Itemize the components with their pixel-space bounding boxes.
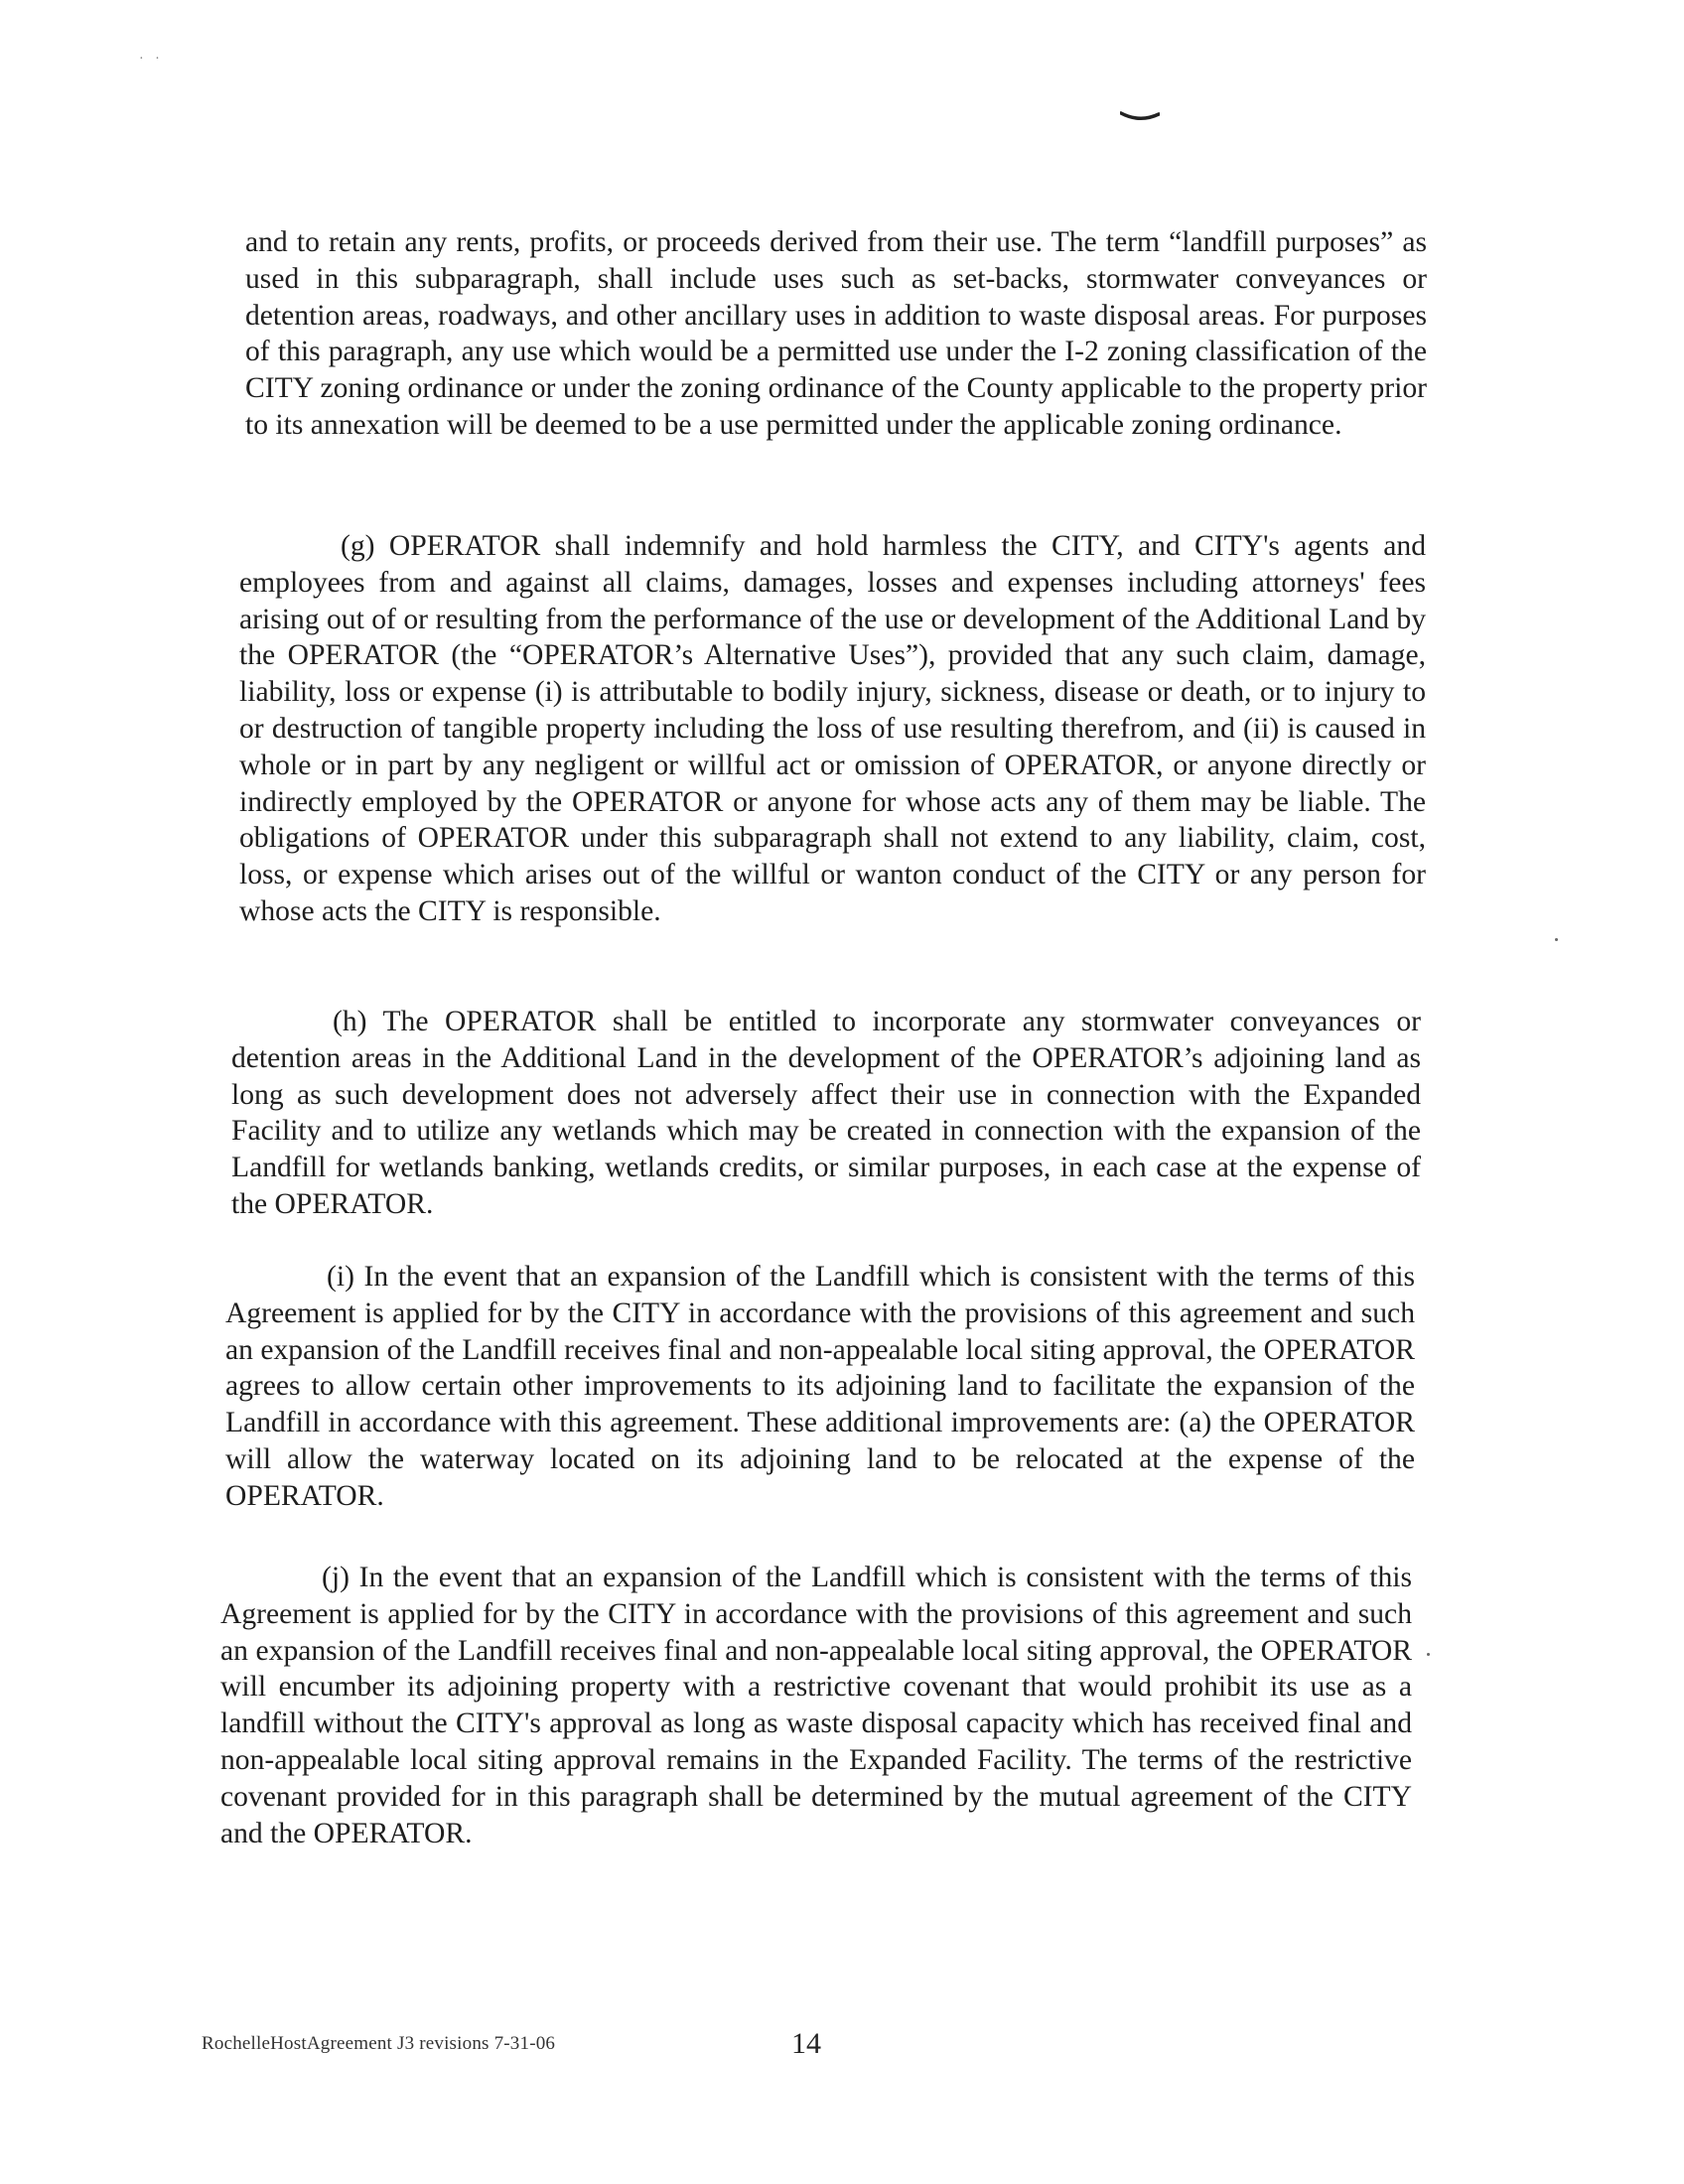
scan-speck <box>1555 938 1558 941</box>
scan-speck <box>1427 1653 1430 1656</box>
paragraph-h: (h) The OPERATOR shall be entitled to incorporate any stormwater conveyances or detention areas in the Additional Land in the development of the OPERATOR’s adjoining land as long as such development does not adversely affect their use in connection with the Expanded Facility and to utilize any wetlands which may be created in connection with the expansion of the Landfill for wetlands banking, wetlands credits, or similar purposes, in each case at the expense of the OPERATOR. <box>231 1006 1421 1220</box>
page-number: 14 <box>791 2027 821 2060</box>
footer-filename: RochelleHostAgreement J3 revisions 7-31-06 <box>202 2033 556 2054</box>
paragraph-g: (g) OPERATOR shall indemnify and hold harmless the CITY, and CITY's agents and employees from and against all claims, damages, losses and expenses including attorneys' fees arising out of or resulting from the performance of the use or development of the Additional Land by the OPERATOR (the “OPERATOR’s Alternative Uses”), provided that any such claim, damage, liability, loss or expense (i) is attributable to bodily injury, sickness, disease or death, or to injury to or destruction of tangible property including the loss of use resulting therefrom, and (ii) is caused in whole or in part by any negligent or willful act or omission of OPERATOR, or anyone directly or indirectly employed by the OPERATOR or anyone for whose acts any of them may be liable. The obligations of OPERATOR under this subparagraph shall not extend to any liability, claim, cost, loss, or expense which arises out of the willful or wanton conduct of the CITY or any person for whose acts the CITY is responsible. <box>239 530 1426 927</box>
paragraph-j: (j) In the event that an expansion of the Landfill which is consistent with the terms of this Agreement is applied for by the CITY in accordance with the provisions of this agreement and such an expansion of the Landfill receives final and non-appealable local siting approval, the OPERATOR will encumber its adjoining property with a restrictive covenant that would prohibit its use as a landfill without the CITY's approval as long as waste disposal capacity which has received final and non-appealable local siting approval remains in the Expanded Facility. The terms of the restrictive covenant provided for in this paragraph shall be determined by the mutual agreement of the CITY and the OPERATOR. <box>220 1562 1412 1849</box>
scan-artifact-dots: · · <box>139 52 164 67</box>
paragraph-f-continuation: and to retain any rents, profits, or proceeds derived from their use. The term “landfill purposes” as used in this subparagraph, shall include uses such as set-backs, stormwater conveyances or detention areas, roadways, and other ancillary uses in addition to waste disposal areas. For purposes of this paragraph, any use which would be a permitted use under the I-2 zoning classification of the CITY zoning ordinance or under the zoning ordinance of the County applicable to the property prior to its annexation will be deemed to be a use permitted under the applicable zoning ordinance. <box>245 226 1427 441</box>
scan-artifact-mark <box>1120 111 1160 121</box>
paragraph-i: (i) In the event that an expansion of the Landfill which is consistent with the terms of this Agreement is applied for by the CITY in accordance with the provisions of this agreement and such an expansion of the Landfill receives final and non-appealable local siting approval, the OPERATOR agrees to allow certain other improvements to its adjoining land to facilitate the expansion of the Landfill in accordance with this agreement. These additional improvements are: (a) the OPERATOR will allow the waterway located on its adjoining land to be relocated at the expense of the OPERATOR. <box>225 1261 1415 1512</box>
